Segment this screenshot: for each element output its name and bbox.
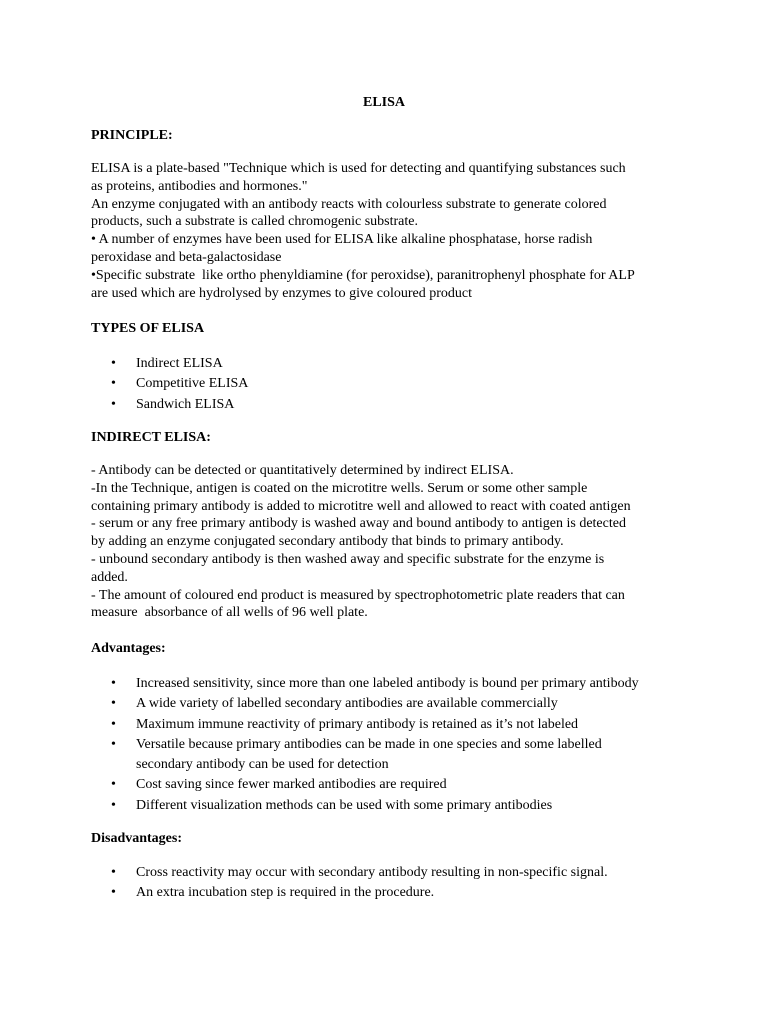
indirect-paragraph [91,462,691,622]
disadvantages-heading: Disadvantages: [91,831,183,846]
principle-paragraph [91,160,691,302]
bullet-icon: • [111,777,116,793]
list-item-text: Versatile because primary antibodies can be made in one species and some labelled secondary antibody can be used for detection [136,736,602,773]
list-item [91,735,656,776]
list-item [91,715,711,735]
indirect-line: - serum or any free primary antibody is washed away and bound antibody to antigen is detected [91,516,626,532]
indirect-line: - The amount of coloured end product is measured by spectrophotometric plate readers that can [91,587,625,603]
list-item-text: Increased sensitivity, since more than one labeled antibody is bound per primary antibody [136,676,639,691]
principle-line: products, such a substrate is called chromogenic substrate. [91,214,418,230]
list-item [91,775,711,795]
advantages-heading: Advantages: [91,641,166,656]
principle-line: An enzyme conjugated with an antibody reacts with colourless substrate to generate colored [91,196,607,212]
principle-line: are used which are hydrolysed by enzymes to give coloured product [91,285,472,301]
principle-line: • A number of enzymes have been used for ELISA like alkaline phosphatase, horse radish [91,232,593,248]
list-item-text: Competitive ELISA [136,376,249,392]
principle-line: as proteins, antibodies and hormones." [91,178,308,194]
bullet-icon: • [111,396,116,412]
indirect-line: added. [91,569,128,585]
advantages-list [91,674,711,816]
list-item [91,374,691,394]
indirect-line: by adding an enzyme conjugated secondary antibody that binds to primary antibody. [91,534,564,550]
bullet-icon: • [111,696,116,712]
bullet-icon: • [111,356,116,371]
indirect-line: -In the Technique, antigen is coated on the microtitre wells. Serum or some other sample [91,480,588,496]
document-title: ELISA [362,95,406,110]
list-item-text: A wide variety of labelled secondary antibodies are available commercially [136,696,558,712]
list-item [91,674,711,694]
bullet-icon: • [111,376,116,392]
types-heading: TYPES OF ELISA [91,321,205,336]
bullet-icon: • [111,797,116,813]
list-item [91,395,691,415]
indirect-heading: INDIRECT ELISA: [91,430,211,445]
list-item-text: Sandwich ELISA [136,396,235,412]
principle-heading: PRINCIPLE: [91,128,173,143]
list-item-text: Different visualization methods can be used with some primary antibodies [136,797,553,813]
list-item [91,796,711,816]
list-item [91,883,691,903]
bullet-icon: • [111,885,116,901]
bullet-icon: • [111,865,116,880]
indirect-line: - unbound secondary antibody is then washed away and specific substrate for the enzyme is [91,551,605,567]
list-item-text: Cross reactivity may occur with secondary antibody resulting in non-specific signal. [136,865,608,880]
list-item-text: An extra incubation step is required in the procedure. [136,885,435,901]
disadvantages-list [91,863,691,904]
indirect-line: containing primary antibody is added to microtitre well and allowed to react with coated antigen [91,498,631,514]
list-item [91,694,711,714]
types-list [91,354,691,415]
principle-line: ELISA is a plate-based "Technique which is used for detecting and quantifying substances such [91,161,626,176]
bullet-icon: • [111,676,116,691]
indirect-line: measure absorbance of all wells of 96 well plate. [91,605,368,621]
principle-line: peroxidase and beta-galactosidase [91,249,282,265]
principle-line: •Specific substrate like ortho phenyldiamine (for peroxidse), paranitrophenyl phosphate for ALP [91,267,635,283]
indirect-line: - Antibody can be detected or quantitatively determined by indirect ELISA. [91,463,514,478]
bullet-icon: • [111,716,116,732]
bullet-icon: • [111,736,116,752]
list-item-text: Cost saving since fewer marked antibodies are required [136,777,447,793]
list-item-text: Maximum immune reactivity of primary antibody is retained as it’s not labeled [136,716,579,732]
list-item [91,863,691,883]
list-item-text: Indirect ELISA [136,356,223,371]
list-item [91,354,691,374]
